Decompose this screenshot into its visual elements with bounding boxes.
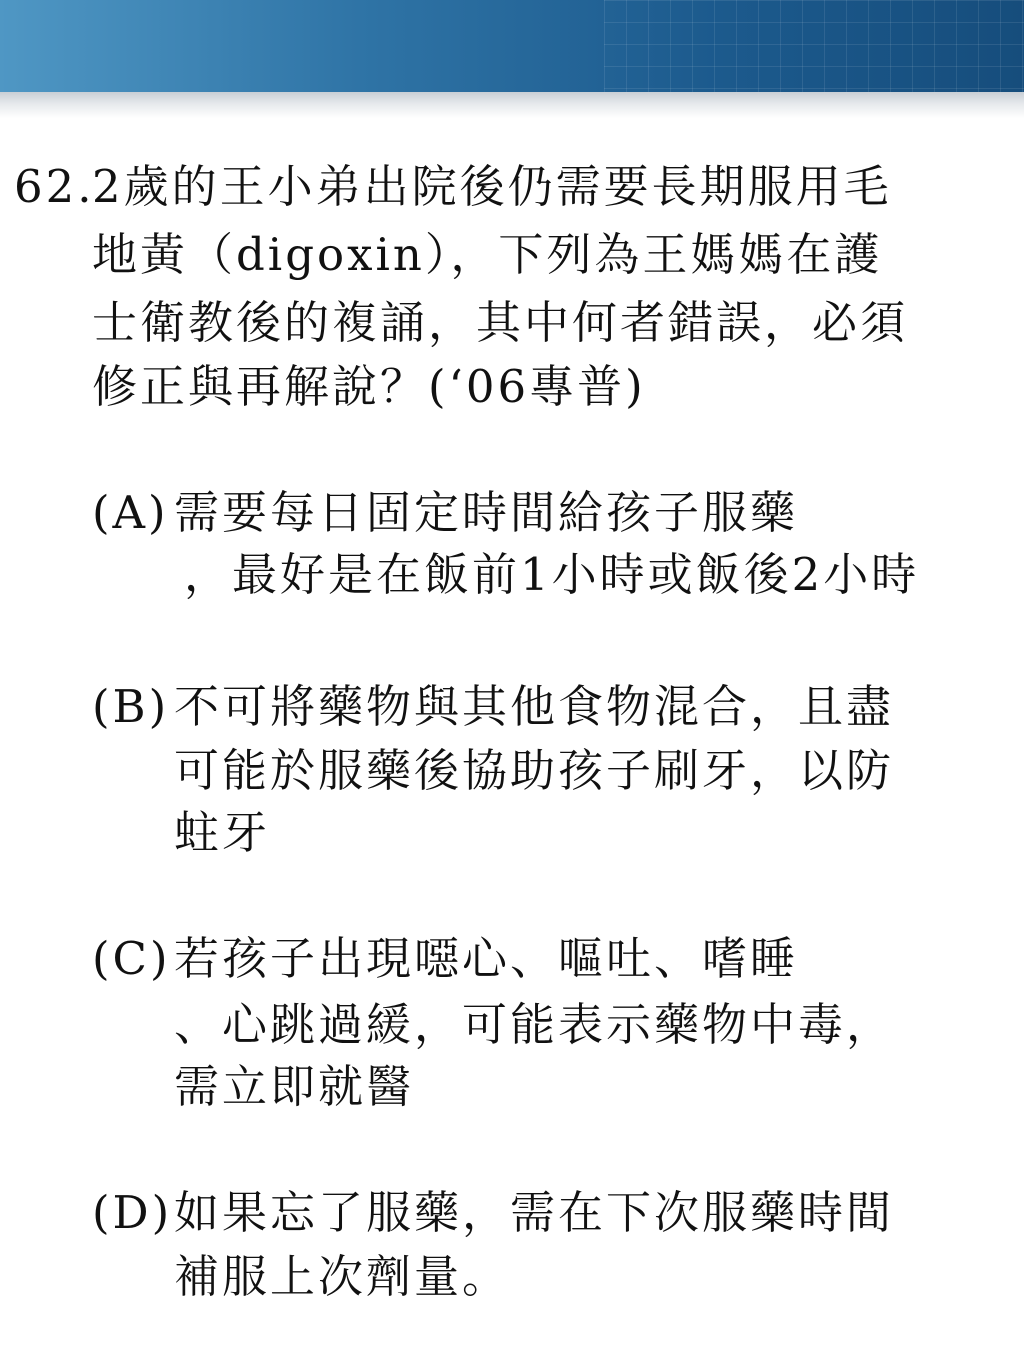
option-a-label: (A)	[92, 486, 169, 539]
option-b-line-1: 不可將藥物與其他食物混合，且盡	[174, 680, 895, 733]
option-c-line-3: 需立即就醫	[174, 1060, 415, 1113]
header-grid-pattern	[604, 0, 1024, 92]
question-line-1: 2歲的王小弟出院後仍需要長期服用毛	[92, 160, 892, 213]
option-d-line-2: 補服上次劑量。	[174, 1250, 511, 1303]
question-number: 62.	[14, 160, 95, 213]
header-banner	[0, 0, 1024, 92]
question-line-2: 地黃（digoxin），下列為王媽媽在護	[92, 228, 883, 281]
option-c-label: (C)	[92, 932, 171, 985]
question-line-3: 士衛教後的複誦，其中何者錯誤，必須	[92, 296, 909, 349]
option-b-line-3: 蛀牙	[174, 806, 271, 859]
option-c-line-2: 、心跳過緩，可能表示藥物中毒，	[174, 998, 895, 1051]
option-b-label: (B)	[92, 680, 170, 733]
option-d-label: (D)	[92, 1186, 173, 1239]
option-a-line-1: 需要每日固定時間給孩子服藥	[174, 486, 799, 539]
option-d-line-1: 如果忘了服藥，需在下次服藥時間	[174, 1186, 895, 1239]
header-shadow	[0, 92, 1024, 118]
option-c-line-1: 若孩子出現噁心、嘔吐、嗜睡	[174, 932, 799, 985]
option-b-line-2: 可能於服藥後協助孩子刷牙，以防	[174, 744, 895, 797]
question-line-4: 修正與再解說？(‘06專普)	[92, 360, 646, 413]
option-a-line-2: ，最好是在飯前1小時或飯後2小時	[184, 548, 920, 601]
